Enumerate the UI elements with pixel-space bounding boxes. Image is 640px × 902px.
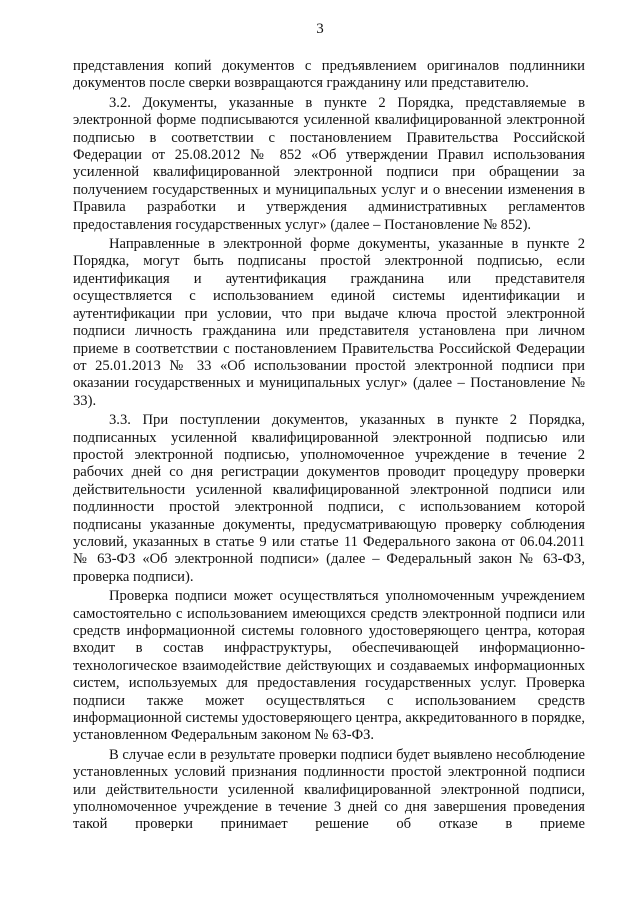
paragraph-signature-check: Проверка подписи может осуществляться уполномоченным учреждением самостоятельно с использованием имеющихся средств электронной подписи или средств информационной системы головного удостоверяющего центра, которая входит в состав инфраструктуры, обеспечивающей информационно-технологическое взаимодействие действующих и создаваемых информационных систем, используемых для предоставления государственных услуг. Проверка подписи также может осуществляться с использованием средств информационной системы удостоверяющего центра, аккредитованного в порядке, установленном Федеральным законом № 63-ФЗ. xyxy=(73,588,585,744)
document-body xyxy=(73,58,585,834)
paragraph-refusal: В случае если в результате проверки подписи будет выявлено несоблюдение установленных условий признания подлинности простой электронной подписи или действительности усиленной квалифицированной электронной подписи, уполномоченное учреждение в течение 3 дней со дня завершения проведения такой проверки принимает решение об отказе в приеме xyxy=(73,746,585,833)
paragraph-simple-signature: Направленные в электронной форме документы, указанные в пункте 2 Порядка, могут быть подписаны простой электронной подписью, если идентификация и аутентификация гражданина или представителя осуществляется с использованием единой системы идентификации и аутентификации при условии, что при выдаче ключа простой электронной подписи личность гражданина или представителя установлена при личном приеме в соответствии с постановлением Правительства Российской Федерации от 25.01.2013 № 33 «Об использовании простой электронной подписи при оказании государственных и муниципальных услуг» (далее – Постановление № 33). xyxy=(73,236,585,409)
paragraph-3-2: 3.2. Документы, указанные в пункте 2 Порядка, представляемые в электронной форме подписываются усиленной квалифицированной электронной подписью в соответствии с постановлением Правительства Российской Федерации от 25.08.2012 № 852 «Об утверждении Правил использования усиленной квалифицированной электронной подписи при обращении за получением государственных и муниципальных услуг и о внесении изменения в Правила разработки и утверждения административных регламентов предоставления государственных услуг» (далее – Постановление № 852). xyxy=(73,94,585,233)
paragraph-continuation: представления копий документов с предъявлением оригиналов подлинники документов после сверки возвращаются гражданину или представителю. xyxy=(73,58,585,92)
page-number: 3 xyxy=(316,21,324,37)
paragraph-3-3: 3.3. При поступлении документов, указанных в пункте 2 Порядка, подписанных усиленной квалифицированной электронной подписью или простой электронной подписью, уполномоченное учреждение в течение 2 рабочих дней со дня регистрации документов проводит процедуру проверки действительности усиленной квалифицированной электронной подписи или подлинности простой электронной подписи, с использованием которой подписаны указанные документы, предусматривающую проверку соблюдения условий, указанных в статье 9 или статье 11 Федерального закона от 06.04.2011 № 63-ФЗ «Об электронной подписи» (далее – Федеральный закон № 63-ФЗ, проверка подписи). xyxy=(73,412,585,585)
